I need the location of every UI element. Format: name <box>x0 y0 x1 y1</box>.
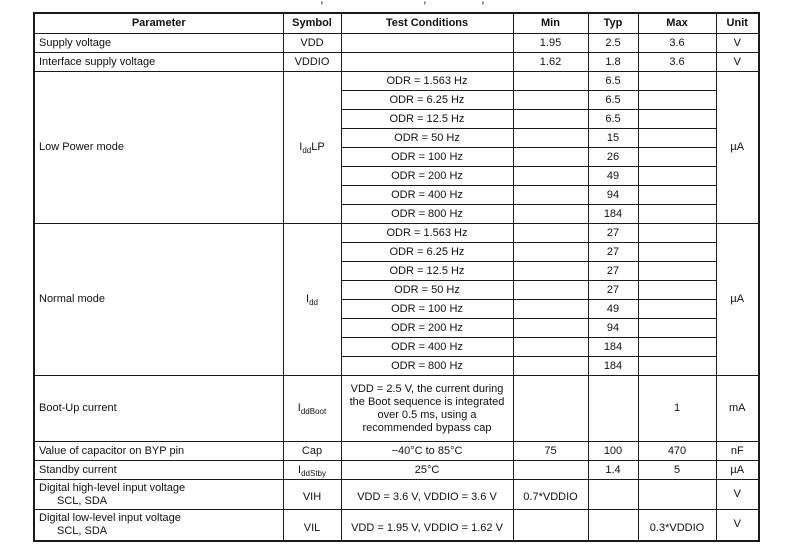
odr-condition-cell: ODR = 400 Hz <box>341 186 513 205</box>
typ-cell: 26 <box>588 148 638 167</box>
typ-cell: 1.4 <box>588 461 638 480</box>
header-parameter: Parameter <box>34 13 283 34</box>
header-symbol: Symbol <box>283 13 341 34</box>
min-cell <box>513 300 588 319</box>
typ-cell: 100 <box>588 442 638 461</box>
typ-cell: 27 <box>588 262 638 281</box>
max-cell <box>638 186 716 205</box>
test-conditions-cell: 25°C <box>341 461 513 480</box>
typ-cell: 2.5 <box>588 34 638 53</box>
unit-cell: V <box>716 480 759 510</box>
table-row-supply-voltage <box>34 34 759 53</box>
parameter-line2: SCL, SDA <box>57 524 108 537</box>
parameter-cell: Supply voltage <box>34 34 283 53</box>
unit-cell: nF <box>716 442 759 461</box>
max-cell: 5 <box>638 461 716 480</box>
max-cell <box>638 129 716 148</box>
header-unit: Unit <box>716 13 759 34</box>
max-cell <box>638 91 716 110</box>
max-cell <box>638 300 716 319</box>
max-cell <box>638 167 716 186</box>
min-cell <box>513 357 588 376</box>
typ-cell <box>588 376 638 442</box>
typ-cell: 6.5 <box>588 110 638 129</box>
odr-condition-cell: ODR = 200 Hz <box>341 167 513 186</box>
min-cell: 75 <box>513 442 588 461</box>
min-cell <box>513 205 588 224</box>
parameter-cell: Boot-Up current <box>34 376 283 442</box>
symbol-cell: VIH <box>283 480 341 510</box>
odr-condition-cell: ODR = 400 Hz <box>341 338 513 357</box>
header-test-conditions: Test Conditions <box>341 13 513 34</box>
min-cell <box>513 510 588 541</box>
odr-condition-cell: ODR = 50 Hz <box>341 129 513 148</box>
min-cell: 1.62 <box>513 53 588 72</box>
odr-condition-cell: ODR = 100 Hz <box>341 300 513 319</box>
symbol-cell: VIL <box>283 510 341 541</box>
typ-cell: 15 <box>588 129 638 148</box>
electrical-characteristics-table <box>33 12 760 542</box>
parameter-cell-low-power: Low Power mode <box>34 72 283 224</box>
parameter-line2: SCL, SDA <box>57 494 108 507</box>
min-cell <box>513 148 588 167</box>
odr-condition-cell: ODR = 6.25 Hz <box>341 243 513 262</box>
parameter-cell: Standby current <box>34 461 283 480</box>
odr-condition-cell: ODR = 1.563 Hz <box>341 224 513 243</box>
test-conditions-cell <box>341 53 513 72</box>
max-cell <box>638 224 716 243</box>
table-row-vil <box>34 510 759 541</box>
table-row-byp-capacitor <box>34 442 759 461</box>
parameter-line1: Digital low-level input voltage <box>39 511 181 524</box>
max-cell <box>638 148 716 167</box>
max-cell <box>638 243 716 262</box>
odr-condition-cell: ODR = 200 Hz <box>341 319 513 338</box>
typ-cell: 94 <box>588 319 638 338</box>
test-conditions-cell: VDD = 1.95 V, VDDIO = 1.62 V <box>341 510 513 541</box>
max-cell <box>638 319 716 338</box>
unit-cell: µA <box>716 461 759 480</box>
max-cell <box>638 338 716 357</box>
max-cell <box>638 480 716 510</box>
table-row-vih <box>34 480 759 510</box>
min-cell <box>513 338 588 357</box>
max-cell <box>638 110 716 129</box>
min-cell <box>513 461 588 480</box>
symbol-cell: VDD <box>283 34 341 53</box>
unit-cell: mA <box>716 376 759 442</box>
symbol-cell-iddlp: $I_{dd}LP$ <box>283 72 341 224</box>
min-cell: 1.95 <box>513 34 588 53</box>
min-cell <box>513 72 588 91</box>
odr-condition-cell: ODR = 800 Hz <box>341 205 513 224</box>
test-conditions-cell: VDD = 3.6 V, VDDIO = 3.6 V <box>341 480 513 510</box>
min-cell <box>513 319 588 338</box>
max-cell: 3.6 <box>638 53 716 72</box>
table-row-normal-odr <box>34 224 759 243</box>
min-cell: 0.7*VDDIO <box>513 480 588 510</box>
max-cell <box>638 205 716 224</box>
cropped-text-descenders <box>0 0 800 6</box>
header-typ: Typ <box>588 13 638 34</box>
typ-cell: 1.8 <box>588 53 638 72</box>
table-row-standby-current <box>34 461 759 480</box>
min-cell <box>513 91 588 110</box>
table-row-boot-up-current <box>34 376 759 442</box>
min-cell <box>513 281 588 300</box>
odr-condition-cell: ODR = 800 Hz <box>341 357 513 376</box>
typ-cell: 49 <box>588 167 638 186</box>
parameter-cell: Value of capacitor on BYP pin <box>34 442 283 461</box>
typ-cell <box>588 480 638 510</box>
min-cell <box>513 129 588 148</box>
unit-cell: V <box>716 510 759 541</box>
parameter-line1: Digital high-level input voltage <box>39 481 186 494</box>
parameter-cell: Interface supply voltage <box>34 53 283 72</box>
unit-cell: µA <box>716 72 759 224</box>
odr-condition-cell: ODR = 50 Hz <box>341 281 513 300</box>
max-cell <box>638 281 716 300</box>
odr-condition-cell: ODR = 12.5 Hz <box>341 110 513 129</box>
unit-cell: V <box>716 53 759 72</box>
test-conditions-cell <box>341 34 513 53</box>
parameter-cell <box>34 510 283 541</box>
typ-cell: 184 <box>588 338 638 357</box>
symbol-cell: VDDIO <box>283 53 341 72</box>
typ-cell: 184 <box>588 357 638 376</box>
odr-condition-cell: ODR = 1.563 Hz <box>341 72 513 91</box>
table-row-interface-supply-voltage <box>34 53 759 72</box>
parameter-cell-normal-mode: Normal mode <box>34 224 283 376</box>
symbol-cell-idd: $I_{dd}$ <box>283 224 341 376</box>
header-row <box>34 13 759 34</box>
min-cell <box>513 224 588 243</box>
typ-cell: 27 <box>588 281 638 300</box>
header-min: Min <box>513 13 588 34</box>
test-conditions-cell: VDD = 2.5 V, the current during the Boot sequence is integrated over 0.5 ms, using a recommended bypass cap <box>341 376 513 442</box>
cropped-comma <box>423 0 427 6</box>
max-cell: 1 <box>638 376 716 442</box>
unit-cell: V <box>716 34 759 53</box>
typ-cell: 6.5 <box>588 72 638 91</box>
odr-condition-cell: ODR = 6.25 Hz <box>341 91 513 110</box>
typ-cell: 49 <box>588 300 638 319</box>
odr-condition-cell: ODR = 12.5 Hz <box>341 262 513 281</box>
header-max: Max <box>638 13 716 34</box>
min-cell <box>513 262 588 281</box>
cropped-comma <box>481 0 485 6</box>
min-cell <box>513 243 588 262</box>
min-cell <box>513 110 588 129</box>
test-conditions-cell: −40°C to 85°C <box>341 442 513 461</box>
table-row-low-power-odr <box>34 72 759 91</box>
symbol-cell-iddstby: $I_{ddStby}$ <box>283 461 341 480</box>
max-cell: 470 <box>638 442 716 461</box>
parameter-cell <box>34 480 283 510</box>
symbol-cell-iddboot: $I_{ddBoot}$ <box>283 376 341 442</box>
typ-cell: 94 <box>588 186 638 205</box>
max-cell: 0.3*VDDIO <box>638 510 716 541</box>
max-cell <box>638 72 716 91</box>
min-cell <box>513 167 588 186</box>
typ-cell <box>588 510 638 541</box>
max-cell <box>638 262 716 281</box>
cropped-comma <box>320 0 324 6</box>
unit-cell: µA <box>716 224 759 376</box>
typ-cell: 184 <box>588 205 638 224</box>
max-cell <box>638 357 716 376</box>
typ-cell: 6.5 <box>588 91 638 110</box>
typ-cell: 27 <box>588 224 638 243</box>
min-cell <box>513 186 588 205</box>
odr-condition-cell: ODR = 100 Hz <box>341 148 513 167</box>
symbol-cell: Cap <box>283 442 341 461</box>
max-cell: 3.6 <box>638 34 716 53</box>
min-cell <box>513 376 588 442</box>
typ-cell: 27 <box>588 243 638 262</box>
